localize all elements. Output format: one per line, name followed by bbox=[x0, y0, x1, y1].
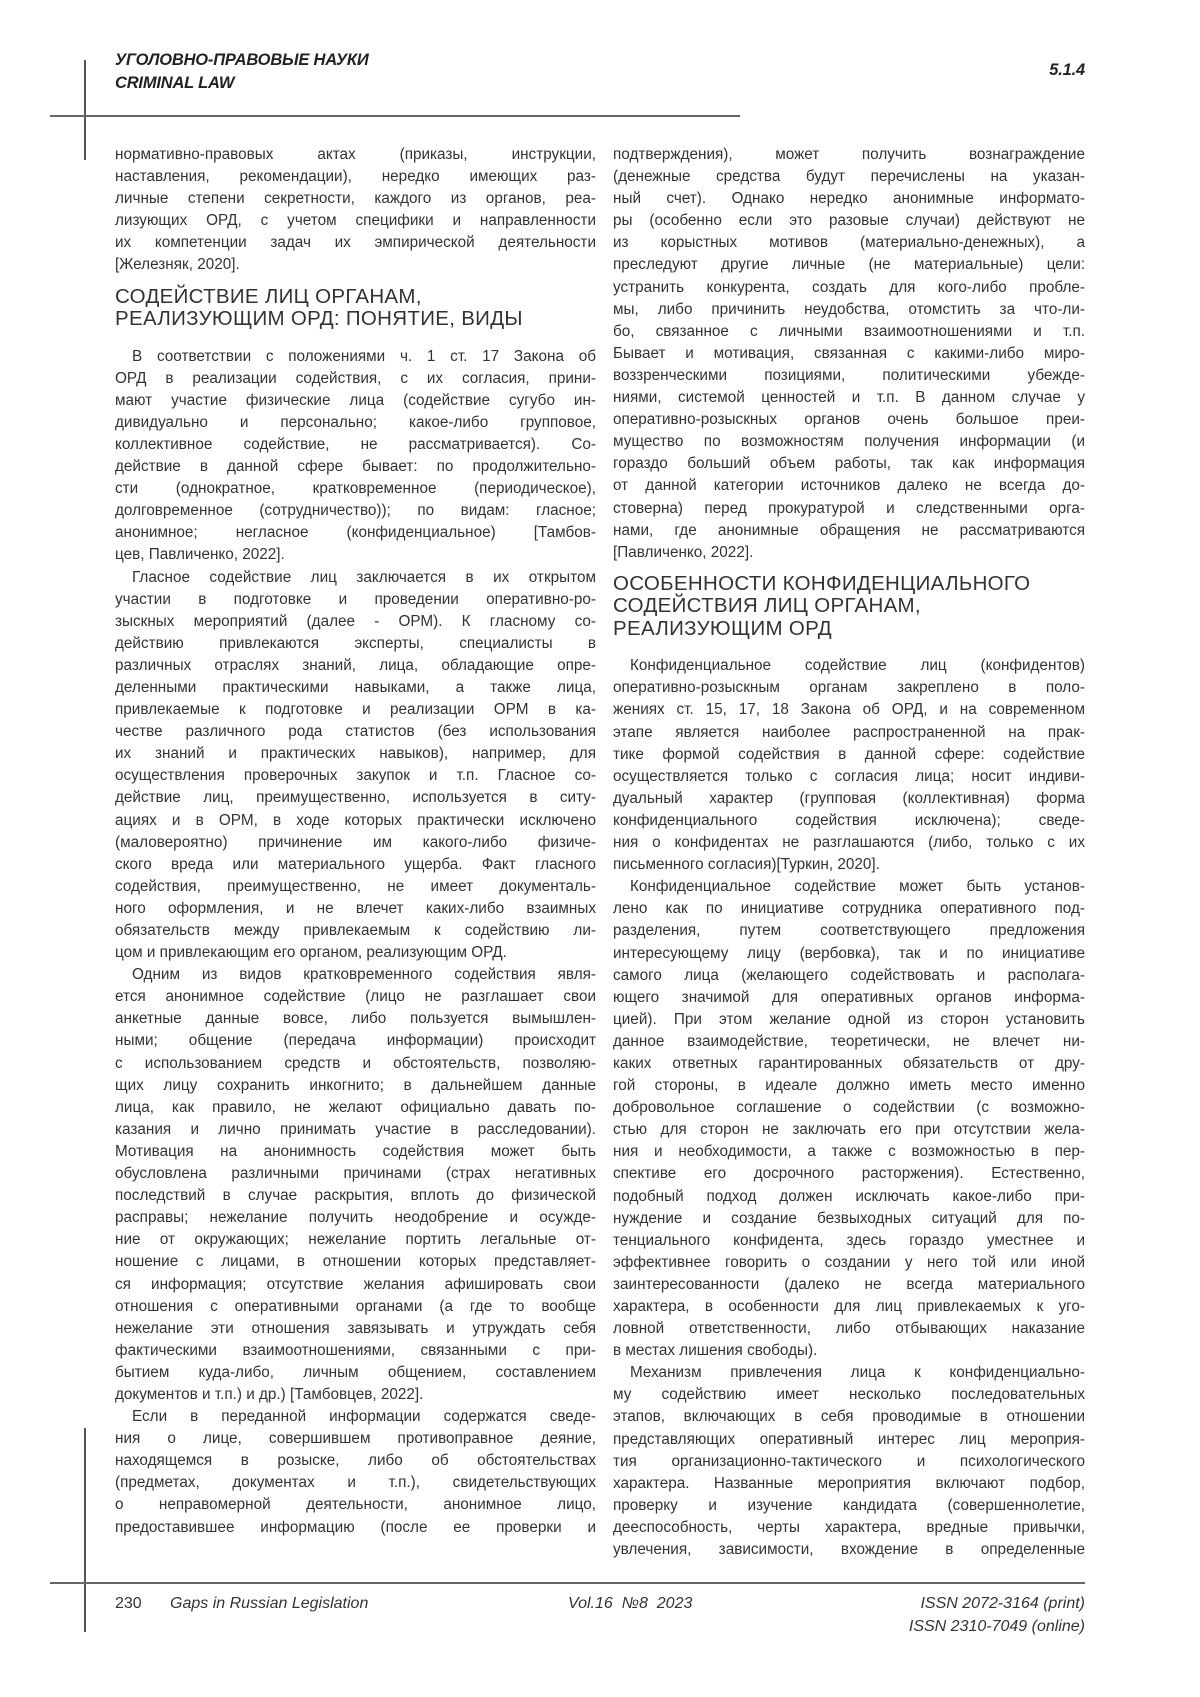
page-number: 230 bbox=[115, 1595, 142, 1613]
text-line: характера. Названные мероприятия включают подбор, bbox=[613, 1473, 1085, 1495]
paragraph-continuation bbox=[115, 144, 596, 277]
issn-online: ISSN 2310-7049 (online) bbox=[909, 1618, 1085, 1636]
text-line: отношения с оперативными органами (а где то вообще bbox=[115, 1296, 596, 1318]
text-line: действие лиц, преимущественно, используется в ситу- bbox=[115, 787, 596, 809]
text-line: преследуют другие личные (не материальные) цели: bbox=[613, 254, 1085, 276]
text-line: Мотивация на анонимность содействия может быть bbox=[115, 1141, 596, 1163]
text-line: оперативно-розыскных органов очень большое преи- bbox=[613, 409, 1085, 431]
section-heading bbox=[613, 573, 1085, 641]
text-line: ния о лице, совершившем противоправное деяние, bbox=[115, 1428, 596, 1450]
text-line: стоверна) перед прокуратурой и следственными орга- bbox=[613, 498, 1085, 520]
text-line: лица, как правило, не желают официально давать по- bbox=[115, 1097, 596, 1119]
text-line: (денежные средства будут перечислены на указан- bbox=[613, 166, 1085, 188]
issn-print: ISSN 2072-3164 (print) bbox=[920, 1595, 1085, 1613]
section-heading bbox=[115, 286, 596, 331]
text-line: ния и необходимости, а также с возможностью в пер- bbox=[613, 1141, 1085, 1163]
text-line: мущество по возможностям получения информации (и bbox=[613, 431, 1085, 453]
paragraph bbox=[613, 655, 1085, 876]
text-line: ры (особенно если это разовые случаи) действуют не bbox=[613, 210, 1085, 232]
text-line: ния о конфидентах не разглашаются (либо, только с их bbox=[613, 832, 1085, 854]
paragraph bbox=[115, 1406, 596, 1539]
text-line: бытием куда-либо, личным общением, составлением bbox=[115, 1362, 596, 1384]
text-line: каких ответных гарантированных обязательств от дру- bbox=[613, 1053, 1085, 1075]
text-line: ОРД в реализации содействия, с их согласия, прини- bbox=[115, 368, 596, 390]
text-line: ациях и в ОРМ, в ходе которых практически исключено bbox=[115, 810, 596, 832]
text-line: тенциального конфидента, здесь гораздо уместнее и bbox=[613, 1230, 1085, 1252]
text-line: обязательств между привлекаемым к содействию ли- bbox=[115, 920, 596, 942]
text-line: подобный подход должен исключать какое-либо при- bbox=[613, 1186, 1085, 1208]
paragraph bbox=[115, 346, 596, 567]
text-line: подтверждения), может получить вознаграждение bbox=[613, 144, 1085, 166]
text-line: долговременное (сотрудничество)); по видам: гласное; bbox=[115, 500, 596, 522]
text-line: этапе является наиболее распространенной на прак- bbox=[613, 722, 1085, 744]
text-line: стью для сторон не заключать его при отсутствии жела- bbox=[613, 1119, 1085, 1141]
text-line: с использованием средств и обстоятельств, позволяю- bbox=[115, 1053, 596, 1075]
text-line: (маловероятно) причинение им какого-либо физиче- bbox=[115, 832, 596, 854]
text-line: Механизм привлечения лица к конфиденциально- bbox=[613, 1362, 1085, 1384]
text-line: ние от окружающих; нежелание портить легальные от- bbox=[115, 1229, 596, 1251]
text-line: эффективнее говорить о создании у него той или иной bbox=[613, 1252, 1085, 1274]
footer-rule-vertical bbox=[84, 1428, 86, 1632]
text-line: анкетные данные вовсе, либо пользуется вымышлен- bbox=[115, 1008, 596, 1030]
text-line: Одним из видов кратковременного содействия явля- bbox=[115, 964, 596, 986]
text-line: бо, связанное с личными взаимоотношениями и т.п. bbox=[613, 321, 1085, 343]
text-line: различных отраслях знаний, лица, обладающие опре- bbox=[115, 655, 596, 677]
text-line: расправы; нежелание получить неодобрение и осужде- bbox=[115, 1207, 596, 1229]
text-line: фактическими взаимоотношениями, связанными с при- bbox=[115, 1340, 596, 1362]
paragraph bbox=[613, 876, 1085, 1362]
text-line: нормативно-правовых актах (приказы, инструкции, bbox=[115, 144, 596, 166]
journal-name: Gaps in Russian Legislation bbox=[170, 1595, 368, 1613]
text-line: ется анонимное содействие (лицо не разглашает свои bbox=[115, 986, 596, 1008]
text-line: дееспособность, черты характера, вредные привычки, bbox=[613, 1517, 1085, 1539]
text-line: ношение с лицами, в отношении которых представляет- bbox=[115, 1251, 596, 1273]
text-line: добровольное соглашение о содействии (с возможно- bbox=[613, 1097, 1085, 1119]
text-line: самого лица (желающего содействовать и располага- bbox=[613, 965, 1085, 987]
text-line: устранить конкурента, создать для кого-либо пробле- bbox=[613, 277, 1085, 299]
heading-line: ОСОБЕННОСТИ КОНФИДЕНЦИАЛЬНОГО bbox=[613, 573, 1085, 596]
text-line: личные степени секретности, каждого из органов, реа- bbox=[115, 188, 596, 210]
text-line: лено как по инициативе сотрудника оперативного под- bbox=[613, 898, 1085, 920]
left-column bbox=[115, 144, 596, 1539]
text-line: ского вреда или материального ущерба. Факт гласного bbox=[115, 854, 596, 876]
right-column bbox=[613, 144, 1085, 1561]
text-line: нежелание эти отношения завязывать и утруждать себя bbox=[115, 1318, 596, 1340]
text-line: оперативно-розыскным органам закреплено в поло- bbox=[613, 677, 1085, 699]
header-rule-horizontal bbox=[50, 115, 740, 117]
text-line: их компетенции задач их эмпирической деятельности bbox=[115, 232, 596, 254]
header-rule-vertical bbox=[84, 60, 86, 160]
text-line: цом и привлекающим его органом, реализующим ОРД. bbox=[115, 942, 596, 964]
heading-line: СОДЕЙСТВИЯ ЛИЦ ОРГАНАМ, bbox=[613, 595, 1085, 618]
text-line: Гласное содействие лиц заключается в их открытом bbox=[115, 567, 596, 589]
text-line: ся информация; отсутствие желания афишировать свои bbox=[115, 1274, 596, 1296]
text-line: му содействию имеет несколько последовательных bbox=[613, 1384, 1085, 1406]
text-line: сти (однократное, кратковременное (периодическое), bbox=[115, 478, 596, 500]
text-line: ный счет). Однако нередко анонимные информато- bbox=[613, 188, 1085, 210]
paragraph bbox=[115, 964, 596, 1406]
heading-line: СОДЕЙСТВИЕ ЛИЦ ОРГАНАМ, bbox=[115, 286, 596, 309]
text-line: представляющих оперативный интерес лиц мероприя- bbox=[613, 1429, 1085, 1451]
text-line: ниями, системой ценностей и т.п. В данном случае у bbox=[613, 387, 1085, 409]
text-line: гораздо больший объем работы, так как информация bbox=[613, 453, 1085, 475]
text-line: лизующих ОРД, с учетом специфики и направленности bbox=[115, 210, 596, 232]
text-line: проверку и изучение кандидата (совершеннолетие, bbox=[613, 1495, 1085, 1517]
text-line: предоставившее информацию (после ее проверки и bbox=[115, 1517, 596, 1539]
text-line: деленными практическими навыками, а также лица, bbox=[115, 677, 596, 699]
text-line: документов и т.п.) и др.) [Тамбовцев, 2022]. bbox=[115, 1384, 596, 1406]
text-line: тике формой содействия в данной сфере: содействие bbox=[613, 744, 1085, 766]
text-line: нуждение и создание безвыходных ситуаций для по- bbox=[613, 1208, 1085, 1230]
text-line: ловной ответственности, либо отбывающих наказание bbox=[613, 1318, 1085, 1340]
paragraph bbox=[115, 567, 596, 965]
text-line: участии в подготовке и проведении оперативно-ро- bbox=[115, 589, 596, 611]
text-line: ными; общение (передача информации) происходит bbox=[115, 1030, 596, 1052]
footer-rule-horizontal bbox=[50, 1582, 1085, 1584]
text-line: анонимное; негласное (конфиденциальное) [Тамбов- bbox=[115, 522, 596, 544]
text-line: обусловлена различными причинами (страх негативных bbox=[115, 1163, 596, 1185]
paragraph bbox=[613, 1362, 1085, 1561]
text-line: наставления, рекомендации), нередко имеющих раз- bbox=[115, 166, 596, 188]
text-line: этапов, включающих в себя проводимые в отношении bbox=[613, 1406, 1085, 1428]
text-line: зыскных мероприятий (далее - ОРМ). К гласному со- bbox=[115, 611, 596, 633]
text-line: характера, в особенности для лиц привлекаемых к уго- bbox=[613, 1296, 1085, 1318]
text-line: Если в переданной информации содержатся сведе- bbox=[115, 1406, 596, 1428]
paragraph-continuation bbox=[613, 144, 1085, 564]
text-line: ного оформления, и не влечет каких-либо взаимных bbox=[115, 898, 596, 920]
text-line: заинтересованности (далеко не всегда материального bbox=[613, 1274, 1085, 1296]
text-line: нами, где анонимные обращения не рассматриваются bbox=[613, 520, 1085, 542]
text-line: дуальный характер (групповая (коллективная) форма bbox=[613, 788, 1085, 810]
text-line: последствий в случае раскрытия, вплоть до физической bbox=[115, 1185, 596, 1207]
section-title-ru: УГОЛОВНО-ПРАВОВЫЕ НАУКИ bbox=[115, 51, 369, 70]
text-line: коллективное содействие, не рассматривается). Со- bbox=[115, 434, 596, 456]
text-line: тия организационно-тактического и психологического bbox=[613, 1451, 1085, 1473]
text-line: честве различного рода статистов (без использования bbox=[115, 721, 596, 743]
text-line: казания и лично принимать участие в расследовании). bbox=[115, 1119, 596, 1141]
text-line: их знаний и практических навыков), например, для bbox=[115, 743, 596, 765]
text-line: привлекаемые к подготовке и реализации ОРМ в ка- bbox=[115, 699, 596, 721]
text-line: находящемся в розыске, либо об обстоятельствах bbox=[115, 1450, 596, 1472]
text-line: содействия, преимущественно, не имеет документаль- bbox=[115, 876, 596, 898]
text-line: от данной категории источников далеко не всегда до- bbox=[613, 475, 1085, 497]
text-line: спективе его досрочного расторжения). Естественно, bbox=[613, 1163, 1085, 1185]
text-line: мы, либо причинить неудобства, отомстить за что-ли- bbox=[613, 299, 1085, 321]
text-line: разделения, путем соответствующего предложения bbox=[613, 920, 1085, 942]
text-line: действию привлекаются эксперты, специалисты в bbox=[115, 633, 596, 655]
text-line: щих лицу сохранить инкогнито; в дальнейшем данные bbox=[115, 1075, 596, 1097]
text-line: цией). При этом желание одной из сторон установить bbox=[613, 1009, 1085, 1031]
text-line: конфиденциального содействия исключена); сведе- bbox=[613, 810, 1085, 832]
text-line: в местах лишения свободы). bbox=[613, 1340, 1085, 1362]
text-line: Конфиденциальное содействие лиц (конфидентов) bbox=[613, 655, 1085, 677]
text-line: воззренческими позициями, политическими убежде- bbox=[613, 365, 1085, 387]
text-line: действие в данной сфере бывает: по продолжительно- bbox=[115, 456, 596, 478]
text-line: интересующему лицу (вербовка), так и по инициативе bbox=[613, 943, 1085, 965]
text-line: о неправомерной деятельности, анонимное лицо, bbox=[115, 1494, 596, 1516]
text-line: [Павличенко, 2022]. bbox=[613, 542, 1085, 564]
heading-line: РЕАЛИЗУЮЩИМ ОРД: ПОНЯТИЕ, ВИДЫ bbox=[115, 308, 596, 331]
text-line: мают участие физические лица (содействие сугубо ин- bbox=[115, 390, 596, 412]
text-line: (предметах, документах и т.п.), свидетельствующих bbox=[115, 1472, 596, 1494]
text-line: письменного согласия)[Туркин, 2020]. bbox=[613, 854, 1085, 876]
text-line: гой стороны, в идеале должно иметь место именно bbox=[613, 1075, 1085, 1097]
text-line: данное взаимодействие, теоретически, не влечет ни- bbox=[613, 1031, 1085, 1053]
text-line: осуществляется только с согласия лица; носит индиви- bbox=[613, 766, 1085, 788]
text-line: жениях ст. 15, 17, 18 Закона об ОРД, и на современном bbox=[613, 699, 1085, 721]
text-line: В соответствии с положениями ч. 1 ст. 17 Закона об bbox=[115, 346, 596, 368]
text-line: Конфиденциальное содействие может быть установ- bbox=[613, 876, 1085, 898]
text-line: увлечения, зависимости, вхождение в определенные bbox=[613, 1539, 1085, 1561]
issue-info: Vol.16 №8 2023 bbox=[568, 1595, 692, 1613]
text-line: Бывает и мотивация, связанная с какими-либо миро- bbox=[613, 343, 1085, 365]
text-line: цев, Павличенко, 2022]. bbox=[115, 544, 596, 566]
text-line: из корыстных мотивов (материально-денежных), а bbox=[613, 232, 1085, 254]
text-line: дивидуально и персонально; какое-либо групповое, bbox=[115, 412, 596, 434]
text-line: [Железняк, 2020]. bbox=[115, 254, 596, 276]
section-title-en: CRIMINAL LAW bbox=[115, 74, 234, 93]
text-line: ющего значимой для оперативных органов информа- bbox=[613, 987, 1085, 1009]
subject-code: 5.1.4 bbox=[1049, 61, 1085, 80]
text-line: осуществления проверочных закупок и т.п. Гласное со- bbox=[115, 765, 596, 787]
heading-line: РЕАЛИЗУЮЩИМ ОРД bbox=[613, 618, 1085, 641]
